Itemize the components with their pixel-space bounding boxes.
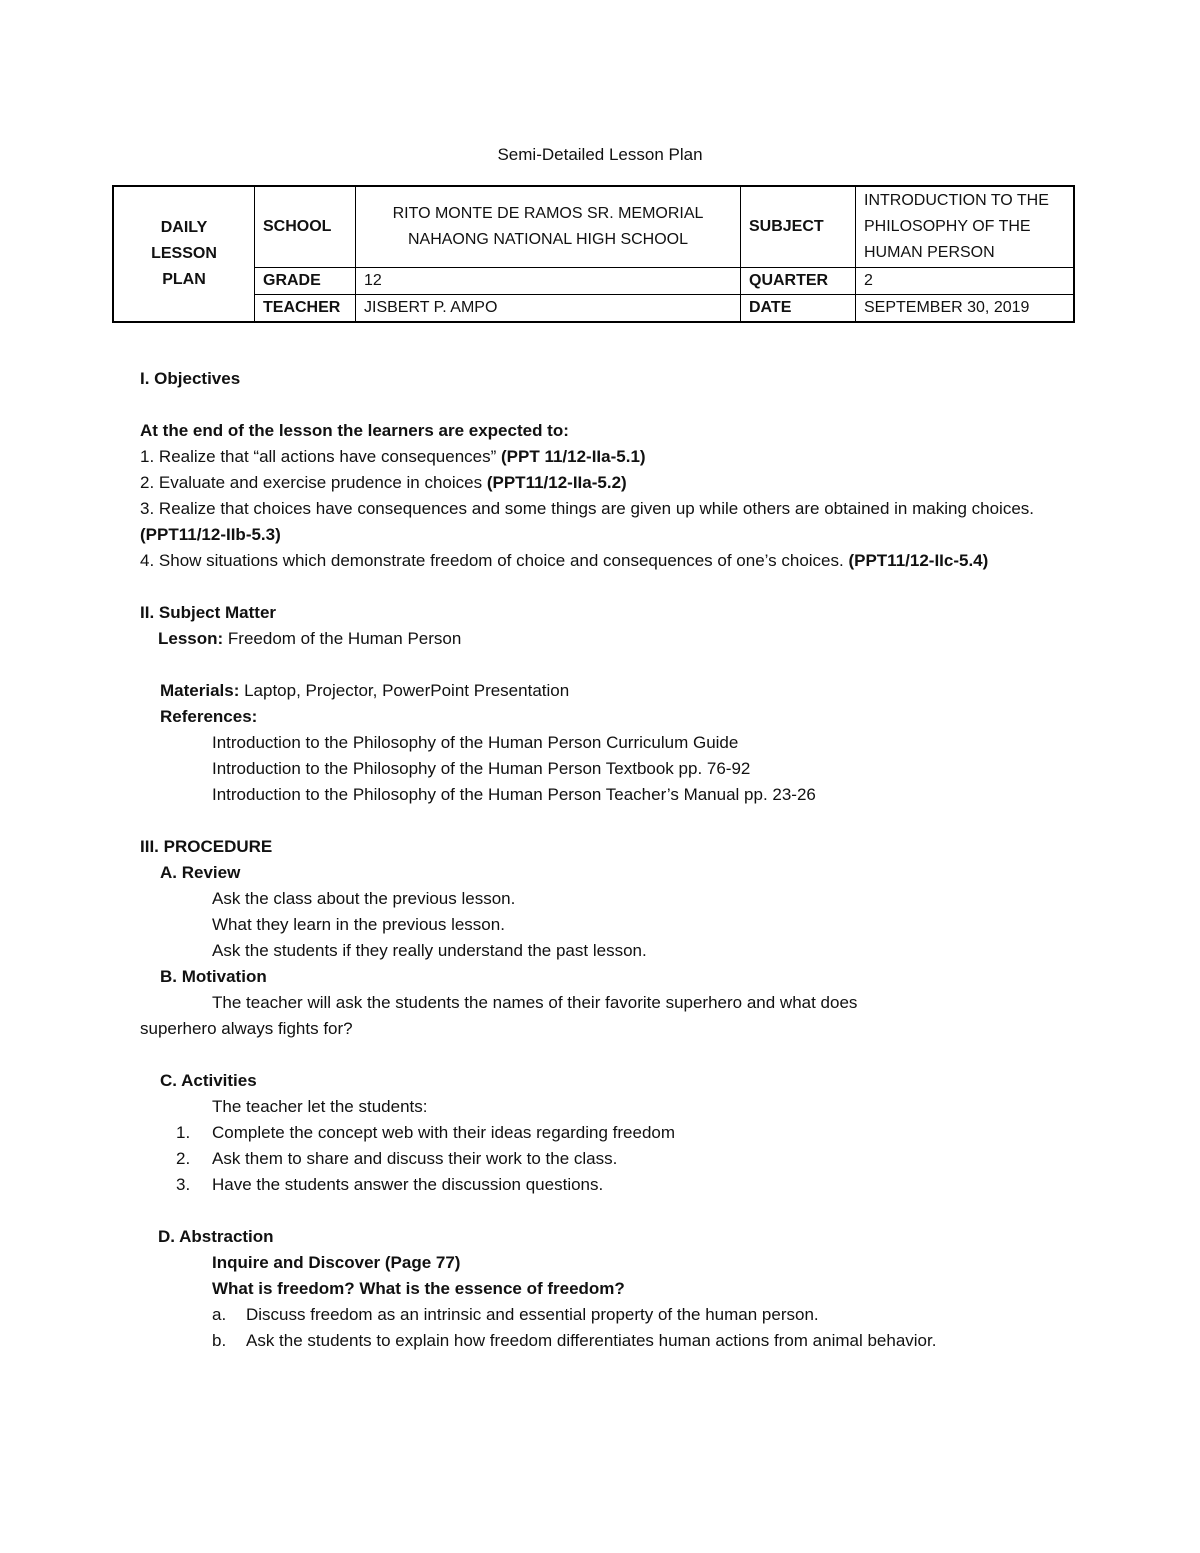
- school-value: RITO MONTE DE RAMOS SR. MEMORIAL NAHAONG NATIONAL HIGH SCHOOL: [356, 186, 741, 267]
- subject-value: INTRODUCTION TO THE PHILOSOPHY OF THE HUMAN PERSON: [856, 186, 1075, 267]
- reference-item: Introduction to the Philosophy of the Human Person Teacher’s Manual pp. 23-26: [212, 785, 816, 804]
- procedure-heading: III. PROCEDURE: [140, 837, 273, 856]
- objective-item-1: 1. Realize that “all actions have consequences” (PPT 11/12-IIa-5.1): [140, 447, 646, 466]
- quarter-label: QUARTER: [741, 267, 856, 294]
- subject-matter-heading: II. Subject Matter: [140, 603, 277, 622]
- daily-lesson-plan-label: DAILY LESSON PLAN: [113, 186, 255, 322]
- teacher-value: JISBERT P. AMPO: [356, 294, 741, 322]
- school-label: SCHOOL: [255, 186, 356, 267]
- list-item: 3. Have the students answer the discussion questions.: [176, 1175, 604, 1194]
- date-value: SEPTEMBER 30, 2019: [856, 294, 1075, 322]
- references-label: References:: [160, 707, 258, 726]
- motivation-line-cont: superhero always fights for?: [140, 1019, 353, 1038]
- abstraction-sub1: Inquire and Discover (Page 77): [212, 1253, 461, 1272]
- list-item: 2. Ask them to share and discuss their work to the class.: [176, 1149, 618, 1168]
- motivation-heading: B. Motivation: [160, 967, 267, 986]
- objective-item-3: 3. Realize that choices have consequences and some things are given up while others are obtained in making choices. (PPT11/12-IIb-5.3): [140, 499, 1034, 544]
- activities-intro: The teacher let the students:: [212, 1097, 428, 1116]
- materials-line: Materials: Laptop, Projector, PowerPoint Presentation: [160, 681, 570, 700]
- activities-list: [140, 1120, 1040, 1198]
- lesson-line: Lesson: Freedom of the Human Person: [158, 629, 462, 648]
- activities-heading: C. Activities: [160, 1071, 257, 1090]
- review-line: Ask the class about the previous lesson.: [212, 889, 516, 908]
- reference-item: Introduction to the Philosophy of the Human Person Textbook pp. 76-92: [212, 759, 751, 778]
- objective-item-2: 2. Evaluate and exercise prudence in choices (PPT11/12-IIa-5.2): [140, 473, 627, 492]
- grade-label: GRADE: [255, 267, 356, 294]
- abstraction-heading: D. Abstraction: [158, 1227, 274, 1246]
- page-title: Semi-Detailed Lesson Plan: [497, 145, 703, 164]
- reference-item: Introduction to the Philosophy of the Human Person Curriculum Guide: [212, 733, 739, 752]
- review-line: Ask the students if they really understand the past lesson.: [212, 941, 647, 960]
- review-heading: A. Review: [160, 863, 241, 882]
- quarter-value: 2: [856, 267, 1075, 294]
- objectives-heading: I. Objectives: [140, 369, 241, 388]
- objective-item-4: 4. Show situations which demonstrate freedom of choice and consequences of one’s choices. (PPT11/12-IIc-5.4): [140, 551, 989, 570]
- abstraction-list: [140, 1302, 1040, 1354]
- review-line: What they learn in the previous lesson.: [212, 915, 505, 934]
- list-item: a. Discuss freedom as an intrinsic and essential property of the human person.: [212, 1305, 819, 1324]
- teacher-label: TEACHER: [255, 294, 356, 322]
- grade-value: 12: [356, 267, 741, 294]
- list-item: b. Ask the students to explain how freedom differentiates human actions from animal behavior.: [212, 1331, 937, 1350]
- subject-label: SUBJECT: [741, 186, 856, 267]
- abstraction-sub2: What is freedom? What is the essence of freedom?: [212, 1279, 625, 1298]
- objectives-intro: At the end of the lesson the learners are expected to:: [140, 421, 569, 440]
- lesson-body: [140, 366, 1040, 1354]
- motivation-line: The teacher will ask the students the names of their favorite superhero and what does: [212, 993, 858, 1012]
- list-item: 1. Complete the concept web with their ideas regarding freedom: [176, 1123, 676, 1142]
- date-label: DATE: [741, 294, 856, 322]
- lesson-header-table: [112, 185, 1075, 323]
